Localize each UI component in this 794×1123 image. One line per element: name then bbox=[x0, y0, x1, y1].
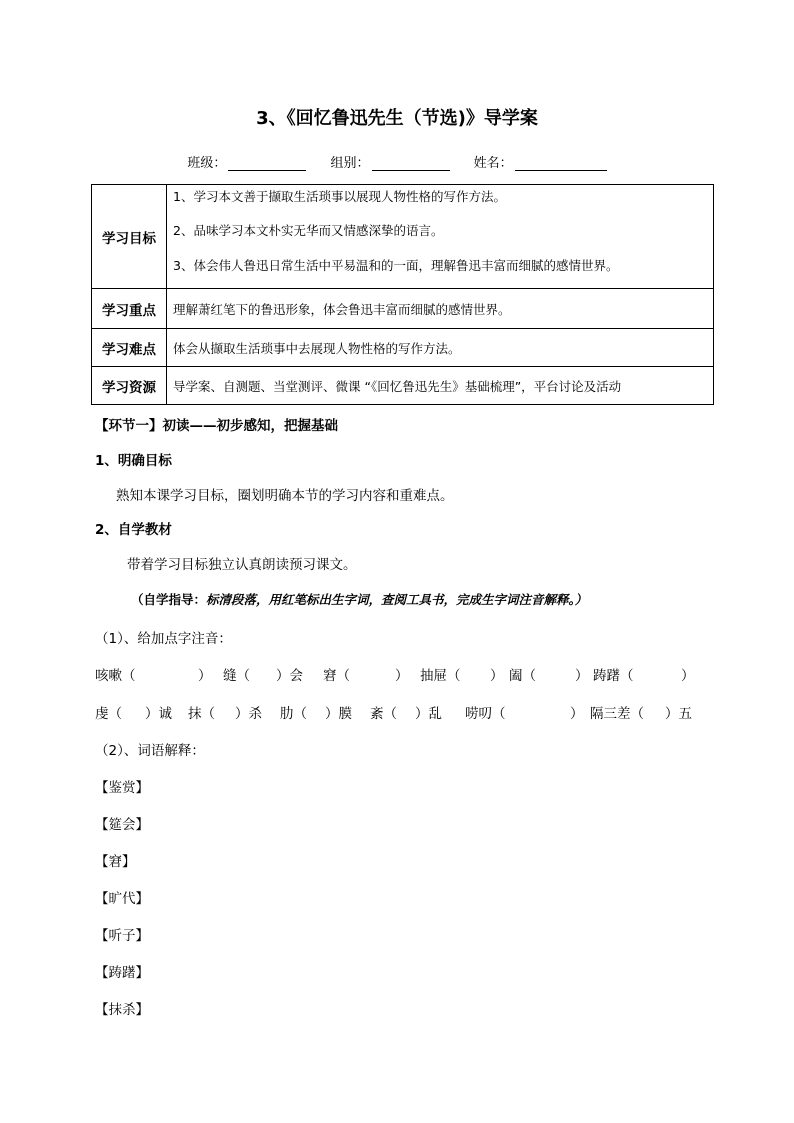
term-item: 【听子】 bbox=[95, 928, 149, 944]
self-study-guide bbox=[131, 590, 587, 608]
learning-goals-table bbox=[91, 184, 714, 405]
pinyin-item: ） bbox=[681, 668, 695, 684]
page-title: 3、《回忆鲁迅先生（节选)》导学案 bbox=[256, 108, 538, 129]
pinyin-item: 唠叨（ bbox=[465, 706, 506, 722]
goal-item: 3、体会伟人鲁迅日常生活中平易温和的一面，理解鲁迅丰富而细腻的感情世界。 bbox=[173, 258, 619, 273]
pinyin-item: 隔三差（ bbox=[590, 706, 644, 722]
item2-text: 带着学习目标独立认真朗读预习课文。 bbox=[127, 557, 357, 573]
item1-title: 1、明确目标 bbox=[95, 453, 172, 469]
term-item: 【旷代】 bbox=[95, 891, 149, 907]
class-blank[interactable] bbox=[228, 157, 306, 171]
term-item: 【窘】 bbox=[95, 854, 136, 870]
term-item: 【抹杀】 bbox=[95, 1002, 149, 1018]
goal-item: 1、学习本文善于撷取生活琐事以展现人物性格的写作方法。 bbox=[173, 189, 506, 204]
pinyin-item: 缝（ bbox=[223, 668, 250, 684]
goal-item: 2、品味学习本文朴实无华而又情感深挚的语言。 bbox=[173, 223, 444, 238]
table-row-difficulty bbox=[92, 329, 714, 367]
pinyin-item: 踌躇（ bbox=[593, 668, 634, 684]
pinyin-item: 抽屉（ bbox=[420, 668, 461, 684]
name-field bbox=[474, 152, 607, 171]
key-text: 理解萧红笔下的鲁迅形象，体会鲁迅丰富而细腻的感情世界。 bbox=[167, 289, 714, 329]
pinyin-item: ）诚 bbox=[145, 706, 172, 722]
table-row-key bbox=[92, 289, 714, 329]
pinyin-item: 窘（ bbox=[323, 668, 350, 684]
question-2: （2）、词语解释： bbox=[95, 743, 205, 759]
pinyin-item: ） bbox=[198, 668, 212, 684]
pinyin-item: ）乱 bbox=[415, 706, 442, 722]
name-blank[interactable] bbox=[515, 157, 607, 171]
goals-label: 学习目标 bbox=[92, 185, 167, 289]
guide-text: 标清段落，用红笔标出生字词，查阅工具书，完成生字词注音解释。） bbox=[206, 592, 588, 607]
item2-title: 2、自学教材 bbox=[95, 522, 172, 538]
pinyin-item: ） bbox=[395, 668, 409, 684]
pinyin-item: 紊（ bbox=[370, 706, 397, 722]
pinyin-item: 咳嗽（ bbox=[95, 668, 136, 684]
pinyin-item: 肋（ bbox=[280, 706, 307, 722]
pinyin-item: 抹（ bbox=[188, 706, 215, 722]
difficulty-label: 学习难点 bbox=[92, 329, 167, 367]
table-row-goals bbox=[92, 185, 714, 289]
student-info-line bbox=[0, 152, 794, 171]
resources-text: 导学案、自测题、当堂测评、微课 “《回忆鲁迅先生》基础梳理”，平台讨论及活动 bbox=[167, 367, 714, 405]
question-1: （1）、给加点字注音： bbox=[95, 631, 232, 647]
pinyin-item: ）杀 bbox=[235, 706, 262, 722]
section-heading: 【环节一】初读——初步感知，把握基础 bbox=[95, 418, 338, 434]
item1-text: 熟知本课学习目标，圈划明确本节的学习内容和重难点。 bbox=[116, 488, 454, 504]
resources-label: 学习资源 bbox=[92, 367, 167, 405]
pinyin-item: ） bbox=[575, 668, 589, 684]
pinyin-item: ）五 bbox=[665, 706, 692, 722]
name-label: 姓名： bbox=[473, 156, 513, 171]
key-label: 学习重点 bbox=[92, 289, 167, 329]
guide-label: （自学指导： bbox=[131, 592, 207, 607]
table-row-resources bbox=[92, 367, 714, 405]
class-field bbox=[187, 152, 306, 171]
pinyin-item: 阖（ bbox=[509, 668, 536, 684]
term-item: 【筵会】 bbox=[95, 817, 149, 833]
goals-cell bbox=[167, 185, 714, 289]
term-item: 【踌躇】 bbox=[95, 965, 149, 981]
pinyin-item: ）会 bbox=[276, 668, 303, 684]
pinyin-item: ）膜 bbox=[325, 706, 352, 722]
class-label: 班级： bbox=[187, 156, 227, 171]
group-blank[interactable] bbox=[372, 157, 450, 171]
term-item: 【鉴赏】 bbox=[95, 780, 149, 796]
pinyin-item: ） bbox=[570, 706, 584, 722]
difficulty-text: 体会从撷取生活琐事中去展现人物性格的写作方法。 bbox=[167, 329, 714, 367]
pinyin-item: 虔（ bbox=[95, 706, 122, 722]
pinyin-item: ） bbox=[490, 668, 504, 684]
group-field bbox=[330, 152, 449, 171]
group-label: 组别： bbox=[330, 156, 370, 171]
